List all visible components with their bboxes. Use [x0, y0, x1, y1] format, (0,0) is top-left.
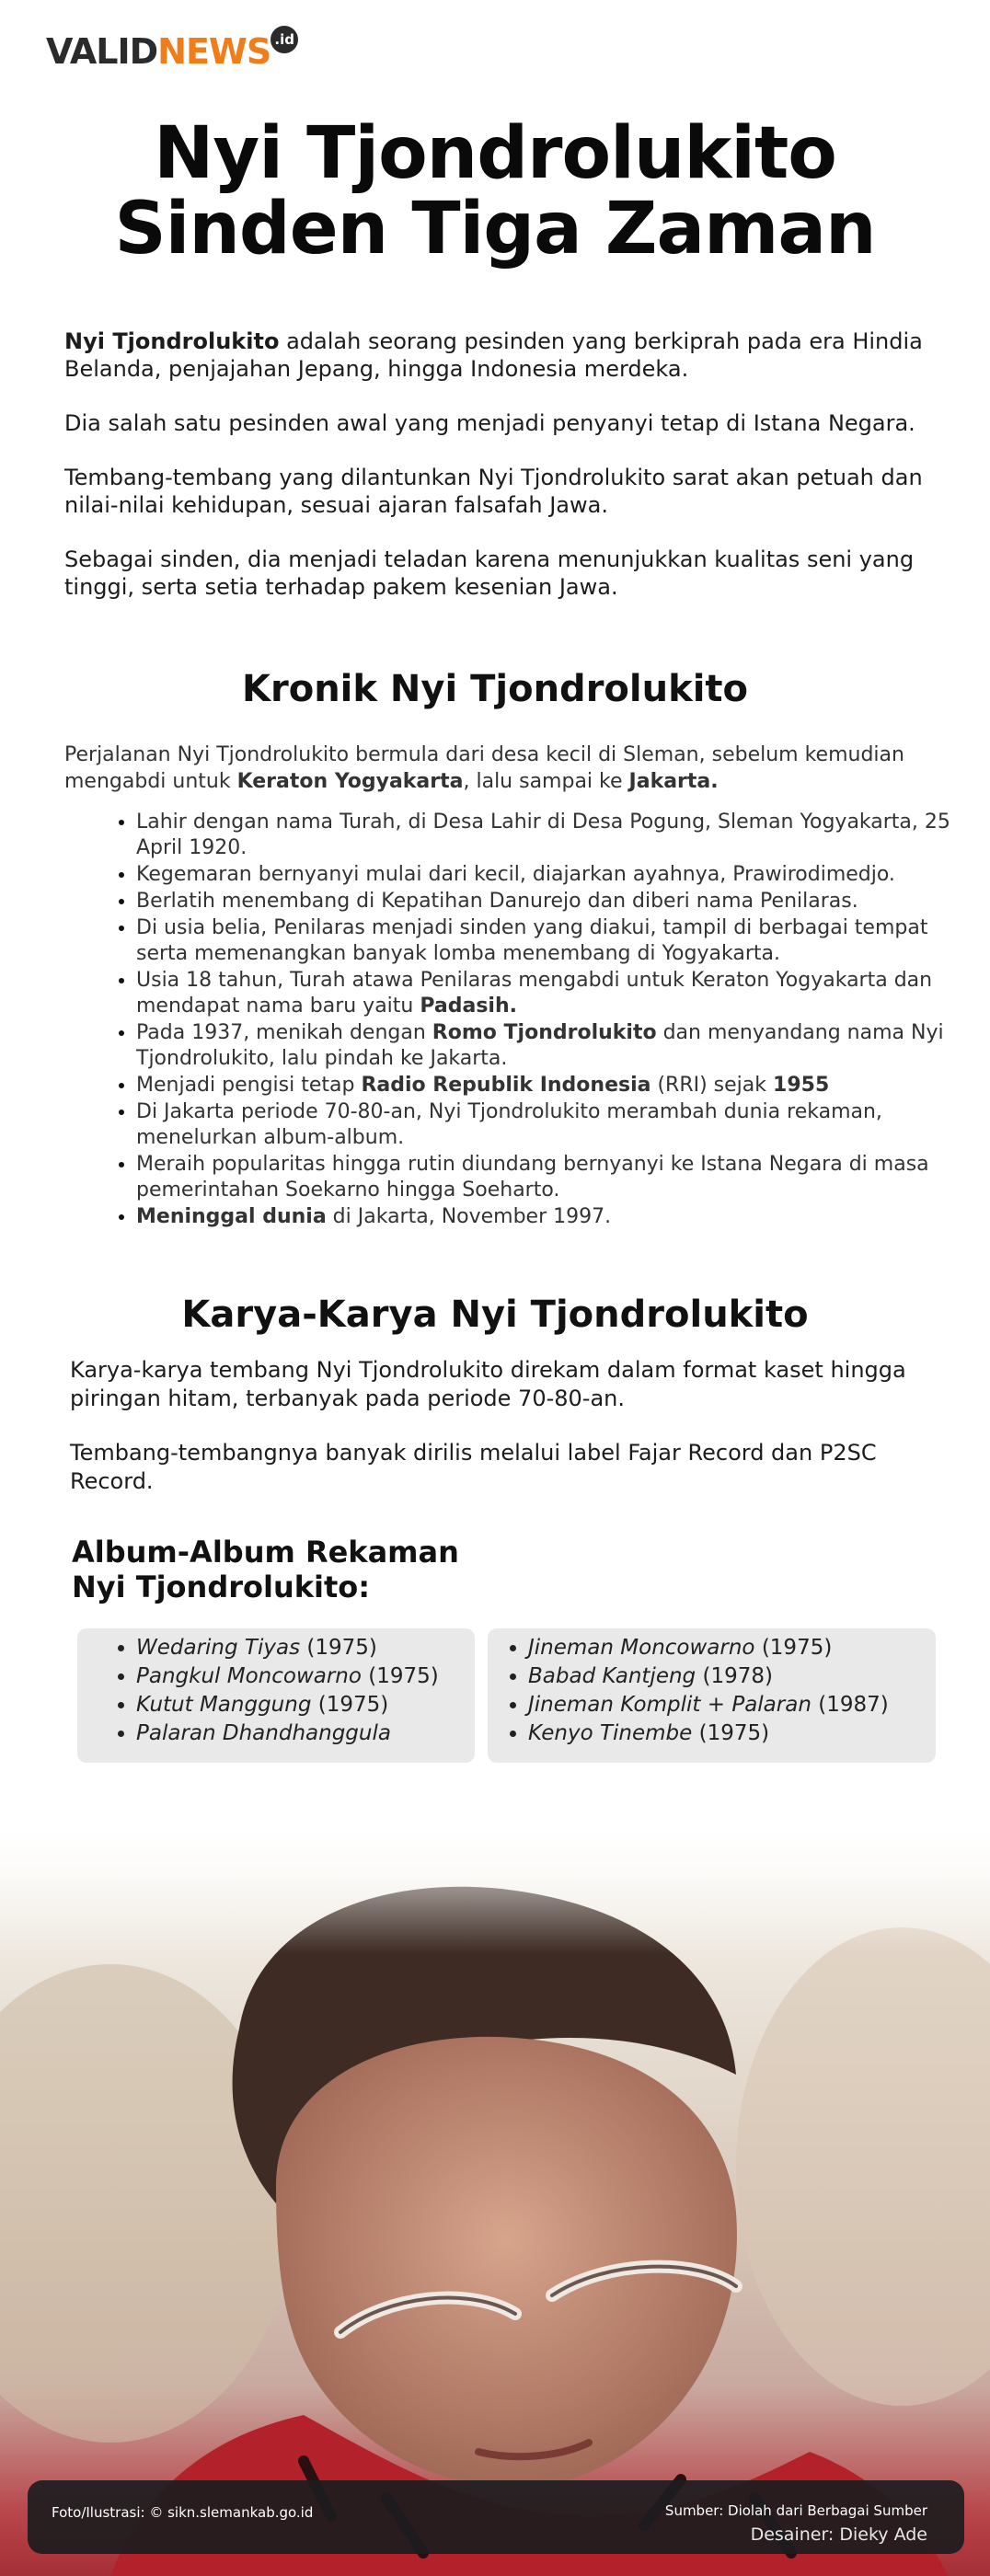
timeline-item: • Meninggal dunia di Jakarta, November 1997. [136, 1204, 964, 1230]
karya-heading: Karya-Karya Nyi Tjondrolukito [181, 1294, 809, 1336]
kronik-heading: Kronik Nyi Tjondrolukito [242, 668, 748, 710]
title-line-2: Sinden Tiga Zaman [114, 188, 876, 270]
album-item: • Jineman Moncowarno (1975) [528, 1634, 936, 1662]
album-list-left [77, 1628, 475, 1763]
karya-paragraph: Karya-karya tembang Nyi Tjondrolukito direkam dalam format kaset hingga piringan hitam, terbanyak pada periode 70-80-an. [70, 1357, 906, 1411]
timeline-item: • Menjadi pengisi tetap Radio Republik Indonesia (RRI) sejak 1955 [136, 1073, 964, 1098]
intro-paragraph: Dia salah satu pesinden awal yang menjadi penyanyi tetap di Istana Negara. [64, 410, 915, 436]
album-heading: Album-Album Rekaman Nyi Tjondrolukito: [72, 1535, 459, 1604]
intro-paragraph: Sebagai sinden, dia menjadi teladan karena menunjukkan kualitas seni yang tinggi, serta setia terhadap pakem kesenian Jawa. [64, 546, 915, 600]
intro-paragraph: Tembang-tembang yang dilantunkan Nyi Tjondrolukito sarat akan petuah dan nilai-nilai kehidupan, sesuai ajaran falsafah Jawa. [64, 465, 923, 518]
timeline-item: • Di Jakarta periode 70-80-an, Nyi Tjondrolukito merambah dunia rekaman, menelurkan album-album. [136, 1099, 964, 1151]
album-item: • Palaran Dhandhanggula [136, 1719, 475, 1748]
source-credit: Sumber: Diolah dari Berbagai Sumber [664, 2502, 927, 2519]
album-item: • Jineman Komplit + Palaran (1987) [528, 1691, 936, 1719]
photo-credit: Foto/Ilustrasi: © sikn.slemankab.go.id [52, 2504, 314, 2521]
karya-section [70, 1356, 935, 1522]
page-title [0, 112, 990, 270]
portrait-illustration [0, 1817, 990, 2576]
timeline-item: • Di usia belia, Penilaras menjadi sinden yang diakui, tampil di berbagai tempat serta memenangkan banyak lomba menembang di Yogyakarta. [136, 915, 964, 967]
portrait-photo [0, 1817, 990, 2576]
album-item: • Wedaring Tiyas (1975) [136, 1634, 475, 1662]
timeline-item: • Usia 18 tahun, Turah atawa Penilaras mengabdi untuk Keraton Yogyakarta dan mendapat nama baru yaitu Padasih. [136, 968, 964, 1019]
timeline-item: • Berlatih menembang di Kepatihan Danurejo dan diberi nama Penilaras. [136, 889, 964, 914]
logo-news: NEWS [157, 31, 271, 72]
kronik-lead: Perjalanan Nyi Tjondrolukito bermula dari desa kecil di Sleman, sebelum kemudian mengabdi untuk Keraton Yogyakarta, lalu sampai ke Jakarta. [64, 743, 904, 793]
intro-bold-name: Nyi Tjondrolukito [64, 328, 280, 354]
kronik-timeline-list [99, 810, 964, 1231]
intro-paragraph: Nyi Tjondrolukito adalah seorang pesinden yang berkiprah pada era Hindia Belanda, penjajahan Jepang, hingga Indonesia merdeka. [64, 328, 923, 382]
logo-tld-badge: .id [271, 26, 298, 53]
album-item: • Kutut Manggung (1975) [136, 1691, 475, 1719]
album-item: • Kenyo Tinembe (1975) [528, 1719, 936, 1748]
intro-section [64, 328, 938, 627]
album-list-right [488, 1628, 936, 1763]
album-item: • Babad Kantjeng (1978) [528, 1662, 936, 1691]
validnews-logo[interactable] [46, 24, 294, 79]
timeline-item: • Pada 1937, menikah dengan Romo Tjondrolukito dan menyandang nama Nyi Tjondrolukito, lalu pindah ke Jakarta. [136, 1020, 964, 1072]
title-line-1: Nyi Tjondrolukito [154, 112, 836, 195]
timeline-item: • Meraih popularitas hingga rutin diundang bernyanyi ke Istana Negara di masa pemerintahan Soekarno hingga Soeharto. [136, 1152, 964, 1203]
timeline-item: • Kegemaran bernyanyi mulai dari kecil, diajarkan ayahnya, Prawirodimedjo. [136, 862, 964, 888]
logo-valid: VALID [46, 31, 158, 72]
timeline-item: • Lahir dengan nama Turah, di Desa Lahir di Desa Pogung, Sleman Yogyakarta, 25 April 1920. [136, 810, 964, 861]
footer-credit-bar [28, 2480, 964, 2554]
designer-credit: Desainer: Dieky Ade [750, 2524, 927, 2545]
karya-paragraph: Tembang-tembangnya banyak dirilis melalui label Fajar Record dan P2SC Record. [70, 1440, 877, 1494]
album-item: • Pangkul Moncowarno (1975) [136, 1662, 475, 1691]
